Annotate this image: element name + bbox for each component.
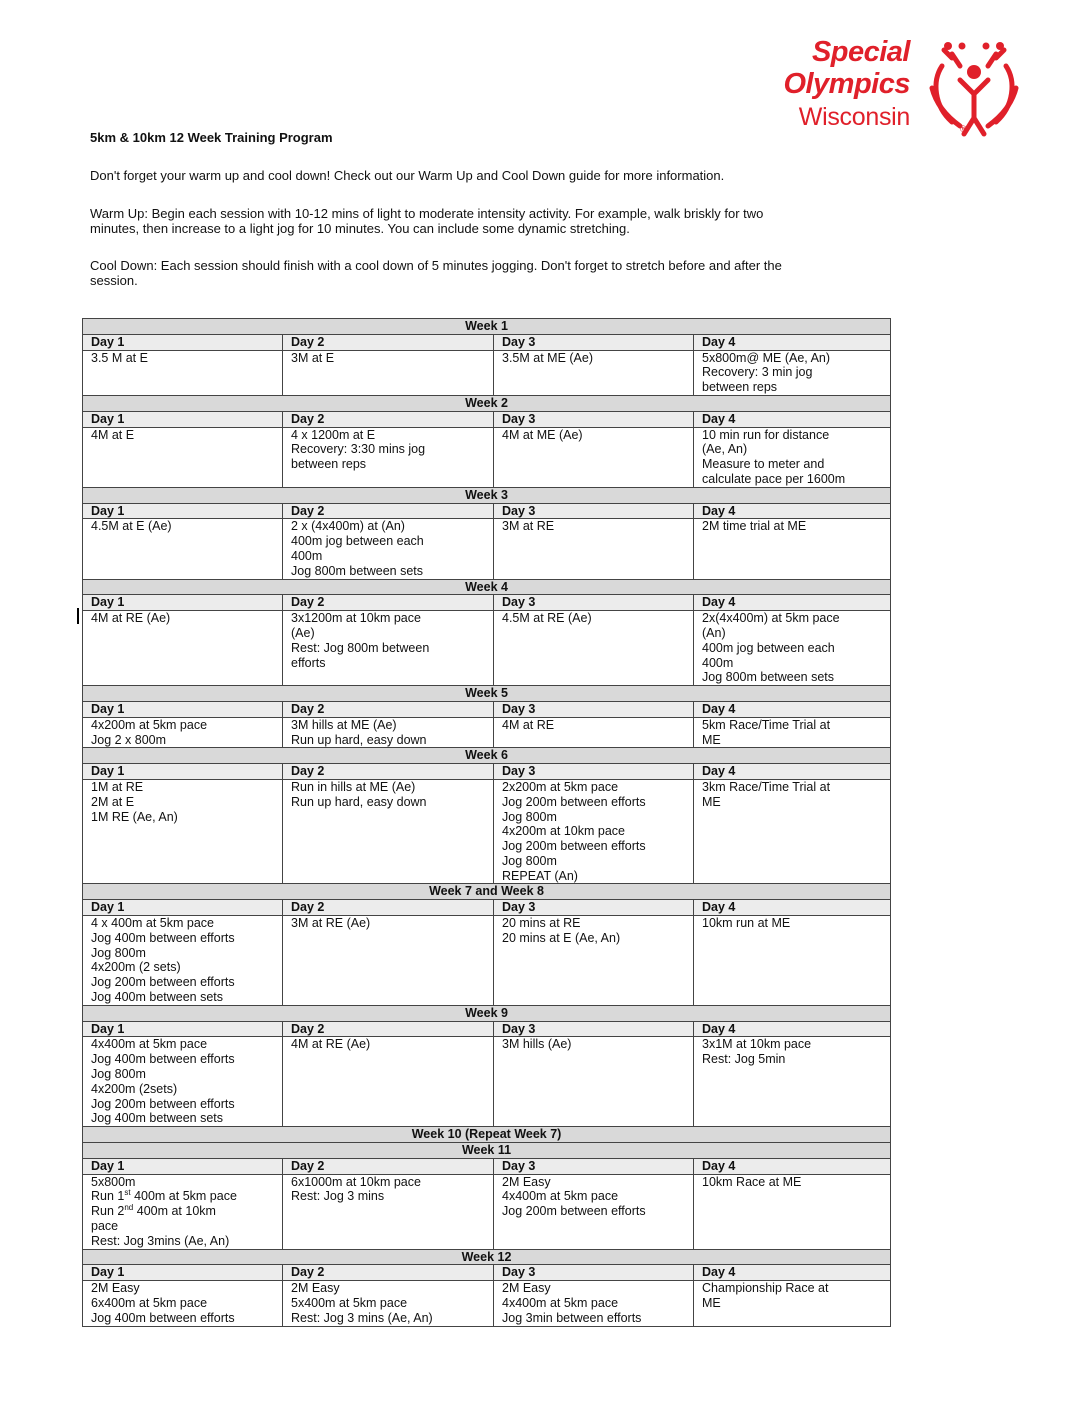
workout-line: 3M hills at ME (Ae) [291,717,397,732]
day-label: Day 1 [83,900,283,916]
day-label: Day 2 [283,900,494,916]
workout-line: Measure to meter and [702,457,825,472]
workout-line: 4M at ME (Ae) [502,427,583,442]
workout-row [83,519,891,579]
day-label: Day 2 [283,1158,494,1174]
day-header-row [83,1158,891,1174]
workout-line: 2x200m at 5km pace [502,779,619,794]
workout-line: Jog 400m between sets [91,1111,224,1126]
workout-line: (Ae, An) [702,442,748,457]
workout-row [83,350,891,395]
week-label: Week 2 [83,395,891,411]
workout-cell [83,519,283,579]
workout-line: REPEAT (An) [502,868,578,883]
workout-line: 20 mins at RE [502,916,581,931]
workout-line: 5x800m@ ME (Ae, An) [702,350,831,365]
week-header-row [83,1249,891,1265]
logo-line-olympics: Olympics [783,68,910,100]
workout-cell [283,1174,494,1249]
day-label: Day 4 [694,701,891,717]
week-label: Week 1 [83,319,891,335]
workout-line: Jog 800m [502,809,557,824]
workout-line: Jog 800m [91,945,146,960]
workout-line: 4M at RE (Ae) [91,611,171,626]
workout-line: 2M Easy [91,1281,140,1296]
week-header-row [83,579,891,595]
day-label: Day 1 [83,1265,283,1281]
day-label: Day 2 [283,1021,494,1037]
document-title: 5km & 10km 12 Week Training Program [90,130,333,145]
workout-line: Jog 400m between efforts [91,930,235,945]
day-label: Day 2 [283,411,494,427]
workout-line: 2M Easy [502,1281,551,1296]
day-label: Day 1 [83,411,283,427]
workout-line: 3x1200m at 10km pace [291,611,421,626]
workout-line: 5km Race/Time Trial at [702,717,831,732]
day-label: Day 1 [83,595,283,611]
workout-line: 4x200m (2 sets) [91,960,181,975]
workout-cell [83,779,283,884]
workout-line-text: Run 2 [91,1204,125,1219]
workout-line: 3M at RE (Ae) [291,916,371,931]
workout-cell [694,717,891,748]
day-label: Day 2 [283,701,494,717]
workout-line: calculate pace per 1600m [702,471,846,486]
day-label: Day 2 [283,503,494,519]
week-header-row [83,395,891,411]
week-header-row [83,686,891,702]
week-header-row [83,748,891,764]
day-header-row [83,503,891,519]
workout-cell [694,779,891,884]
workout-line: 2M time trial at ME [702,519,807,534]
day-label: Day 2 [283,764,494,780]
day-label: Day 3 [494,1158,694,1174]
workout-line: Jog 400m between efforts [91,1310,235,1325]
workout-line: 4x200m at 10km pace [502,824,625,839]
logo-line-wisconsin: Wisconsin [798,103,910,131]
workout-cell [494,916,694,1006]
day-label: Day 2 [283,1265,494,1281]
workout-cell [494,611,694,686]
workout-line: 20 mins at E (Ae, An) [502,930,621,945]
workout-line-text: 400m at 10km [133,1204,216,1219]
workout-line: 2M Easy [502,1174,551,1189]
logo-wordmark [738,36,910,134]
text-cursor [77,608,79,624]
day-header-row [83,411,891,427]
workout-line: 1M RE (Ae, An) [91,809,178,824]
day-label: Day 1 [83,1021,283,1037]
workout-line-text: 400m at 5km pace [130,1189,237,1204]
workout-line: Jog 800m [502,853,557,868]
workout-row [83,916,891,1006]
workout-line: 3.5M at ME (Ae) [502,350,593,365]
intro-warmup-reminder: Don't forget your warm up and cool down! Check out our Warm Up and Cool Down guide for more information. [90,168,725,183]
week-header-row [83,1143,891,1159]
workout-line: 400m jog between each [291,534,424,549]
workout-line: 4x200m (2sets) [91,1081,178,1096]
week-label: Week 7 and Week 8 [83,884,891,900]
workout-line: Jog 800m between sets [291,563,424,578]
workout-line: efforts [291,655,326,670]
day-label: Day 4 [694,411,891,427]
workout-line [91,1204,274,1219]
workout-cell [283,350,494,395]
workout-cell [694,611,891,686]
workout-line: 4M at RE (Ae) [291,1037,371,1052]
day-label: Day 3 [494,503,694,519]
day-label: Day 1 [83,1158,283,1174]
workout-cell [83,1281,283,1326]
day-label: Day 3 [494,701,694,717]
day-label: Day 4 [694,503,891,519]
workout-cell [694,1037,891,1127]
workout-cell [283,611,494,686]
workout-line: ME [702,1296,721,1310]
day-header-row [83,334,891,350]
day-label: Day 3 [494,411,694,427]
special-olympics-figure-icon [922,36,1026,140]
training-plan-table [82,318,891,1327]
workout-line: 4x400m at 5km pace [502,1189,619,1204]
workout-line: Jog 800m between sets [702,670,835,685]
workout-cell [83,350,283,395]
intro-cool-down: Cool Down: Each session should finish with a cool down of 5 minutes jogging. Don't forget to stretch before and after the session. [90,258,782,288]
workout-line: 400m [291,548,323,563]
workout-cell [694,1174,891,1249]
intro-warm-up: Warm Up: Begin each session with 10-12 mins of light to moderate intensity activity. For example, walk briskly for two minutes, then increase to a light jog for 10 minutes. You can include some dynamic stretching. [90,206,764,236]
ordinal-suffix: nd [124,1203,134,1213]
workout-line: Jog 200m between efforts [502,1204,646,1219]
workout-line: Jog 3min between efforts [502,1310,642,1325]
day-label: Day 2 [283,334,494,350]
day-label: Day 3 [494,1265,694,1281]
week-label: Week 9 [83,1005,891,1021]
workout-row [83,1037,891,1127]
workout-line: 4x400m at 5km pace [91,1037,208,1052]
workout-line: ME [702,732,721,747]
ordinal-suffix: st [124,1188,131,1198]
day-label: Day 4 [694,1265,891,1281]
week-header-row [83,1127,891,1143]
workout-cell [83,611,283,686]
workout-line: between reps [702,380,778,395]
workout-row [83,611,891,686]
workout-line: 4M at RE [502,717,555,732]
workout-line: 4.5M at RE (Ae) [502,611,592,626]
workout-cell [283,519,494,579]
week-label: Week 12 [83,1249,891,1265]
workout-line: 6x1000m at 10km pace [291,1174,421,1189]
workout-line: 4M at E [91,427,135,442]
day-header-row [83,595,891,611]
workout-line: Jog 200m between efforts [91,975,235,990]
workout-cell [83,427,283,487]
workout-line: 10km run at ME [702,916,791,931]
workout-line: 10 min run for distance [702,427,830,442]
workout-line: Championship Race at [702,1281,829,1296]
workout-cell [694,1281,891,1326]
workout-row [83,1174,891,1249]
workout-line: Jog 2 x 800m [91,732,167,747]
week-label: Week 10 (Repeat Week 7) [83,1127,891,1143]
day-label: Day 4 [694,334,891,350]
workout-line: Jog 200m between efforts [502,839,646,854]
special-olympics-logo [738,36,1038,140]
workout-line: 3M hills (Ae) [502,1037,572,1052]
workout-row [83,1281,891,1326]
workout-line: Run up hard, easy down [291,794,427,809]
day-label: Day 4 [694,595,891,611]
day-label: Day 3 [494,595,694,611]
workout-line: 3.5 M at E [91,350,148,365]
day-header-row [83,900,891,916]
week-label: Week 4 [83,579,891,595]
workout-cell [494,1174,694,1249]
day-header-row [83,701,891,717]
workout-line: 4 x 400m at 5km pace [91,916,214,931]
workout-line: 6x400m at 5km pace [91,1296,208,1310]
workout-line: pace [91,1219,119,1234]
registered-mark: ® [960,124,967,134]
week-label: Week 11 [83,1143,891,1159]
week-header-row [83,487,891,503]
workout-line: 3x1M at 10km pace [702,1037,812,1052]
workout-cell [283,916,494,1006]
workout-line: Run up hard, easy down [291,732,427,747]
workout-line: 2x(4x400m) at 5km pace [702,611,840,626]
workout-line: 5x800m [91,1174,136,1189]
day-header-row [83,1265,891,1281]
workout-cell [494,350,694,395]
workout-cell [283,1037,494,1127]
workout-line: 4 x 1200m at E [291,427,376,442]
workout-cell [494,779,694,884]
day-label: Day 4 [694,900,891,916]
logo-line-special: Special [811,36,910,68]
week-header-row [83,319,891,335]
workout-line: Rest: Jog 800m between [291,640,430,655]
workout-line: 400m [702,655,734,670]
workout-line: 3M at E [291,350,335,365]
workout-cell [494,717,694,748]
workout-line: Rest: Jog 3 mins [291,1189,385,1204]
workout-cell [283,717,494,748]
workout-line: 400m jog between each [702,640,835,655]
workout-row [83,427,891,487]
workout-line: Jog 800m [91,1067,146,1082]
workout-line: 2M at E [91,794,135,809]
workout-line: ME [702,794,721,809]
workout-line: 10km Race at ME [702,1174,802,1189]
day-label: Day 4 [694,1158,891,1174]
workout-line: Jog 400m between efforts [91,1052,235,1067]
workout-line: 4x400m at 5km pace [502,1296,619,1310]
week-header-row [83,884,891,900]
workout-cell [83,1174,283,1249]
workout-line: 4.5M at E (Ae) [91,519,172,534]
workout-line: (Ae) [291,625,315,640]
workout-line: 3km Race/Time Trial at [702,779,831,794]
day-label: Day 1 [83,503,283,519]
workout-line: 1M at RE [91,779,144,794]
workout-line: Rest: Jog 5min [702,1052,786,1067]
workout-cell [494,1281,694,1326]
workout-line: (An) [702,625,726,640]
workout-cell [83,916,283,1006]
workout-line-text: Run 1 [91,1189,125,1204]
workout-line: Rest: Jog 3 mins (Ae, An) [291,1310,433,1325]
day-header-row [83,764,891,780]
workout-line: Rest: Jog 3mins (Ae, An) [91,1233,230,1248]
day-label: Day 3 [494,334,694,350]
workout-cell [283,779,494,884]
training-plan-body [83,319,891,1327]
day-label: Day 2 [283,595,494,611]
day-label: Day 1 [83,334,283,350]
day-label: Day 4 [694,764,891,780]
workout-line: Jog 400m between sets [91,990,224,1005]
workout-line: Run in hills at ME (Ae) [291,779,416,794]
day-label: Day 3 [494,764,694,780]
workout-line [91,1189,274,1204]
workout-cell [494,519,694,579]
day-label: Day 4 [694,1021,891,1037]
workout-cell [83,717,283,748]
workout-line: 5x400m at 5km pace [291,1296,408,1310]
day-label: Day 1 [83,764,283,780]
workout-cell [494,1037,694,1127]
workout-cell [494,427,694,487]
workout-line: 3M at RE [502,519,555,534]
week-label: Week 5 [83,686,891,702]
workout-line: between reps [291,457,367,472]
workout-line: Jog 200m between efforts [91,1096,235,1111]
workout-cell [694,427,891,487]
workout-line: 4x200m at 5km pace [91,717,208,732]
week-header-row [83,1005,891,1021]
workout-line: 2M Easy [291,1281,340,1296]
workout-cell [283,1281,494,1326]
week-label: Week 3 [83,487,891,503]
workout-cell [83,1037,283,1127]
workout-cell [283,427,494,487]
workout-line: Recovery: 3 min jog [702,365,813,380]
workout-line: Recovery: 3:30 mins jog [291,442,426,457]
workout-row [83,779,891,884]
workout-line: 2 x (4x400m) at (An) [291,519,405,534]
day-label: Day 3 [494,1021,694,1037]
workout-row [83,717,891,748]
day-label: Day 1 [83,701,283,717]
workout-cell [694,519,891,579]
day-label: Day 3 [494,900,694,916]
workout-cell [694,916,891,1006]
workout-cell [694,350,891,395]
day-header-row [83,1021,891,1037]
workout-line: Jog 200m between efforts [502,794,646,809]
week-label: Week 6 [83,748,891,764]
